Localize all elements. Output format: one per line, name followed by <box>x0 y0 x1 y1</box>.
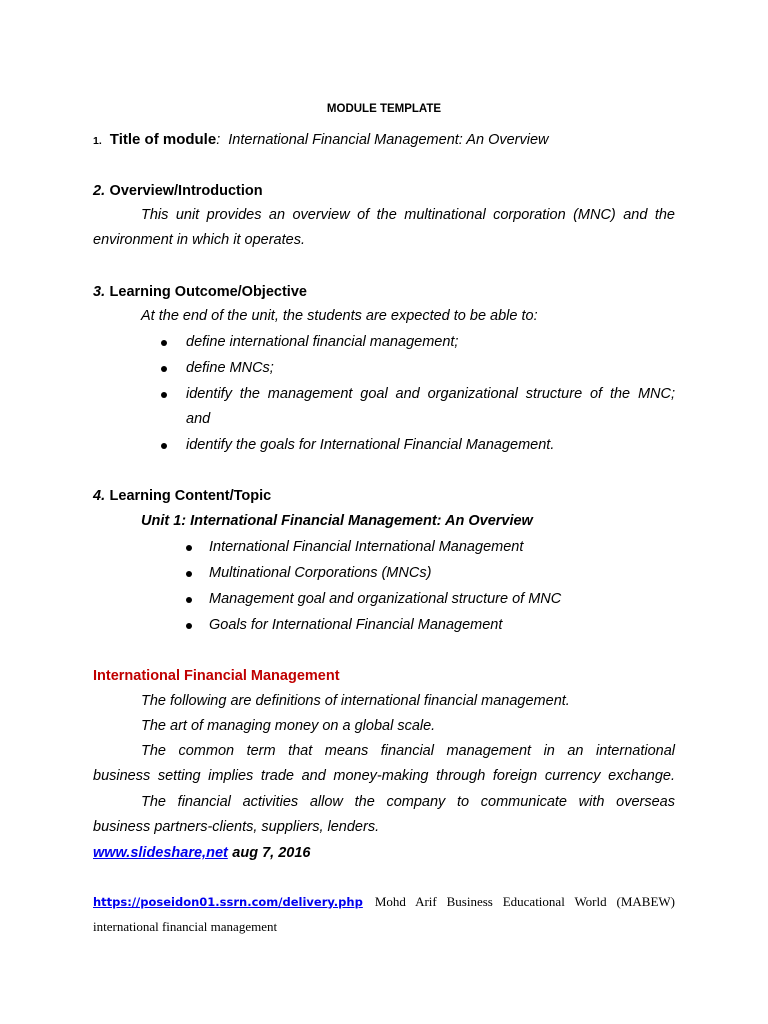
ifm-paragraph-3a: The common term that means financial management in an international <box>141 743 675 759</box>
module-title: International Financial Management: An Overview <box>228 132 549 148</box>
ifm-heading: International Financial Management <box>93 668 340 684</box>
section-3-number: 3. <box>93 284 106 300</box>
objective-item-3b: and <box>186 411 211 427</box>
section-2-heading <box>93 182 263 200</box>
section-4-title: Learning Content/Topic <box>109 488 272 504</box>
footer-link[interactable]: https://poseidon01.ssrn.com/delivery.php <box>93 895 363 909</box>
section-2-number: 2. <box>93 183 106 199</box>
ifm-paragraph-4a: The financial activities allow the company to communicate with overseas <box>141 794 675 810</box>
overview-line-1: This unit provides an overview of the multinational corporation (MNC) and the <box>141 207 675 223</box>
objective-item-2: define MNCs; <box>186 360 274 376</box>
bullet-dot <box>186 545 192 551</box>
overview-line-2: environment in which it operates. <box>93 232 305 248</box>
topic-item-2: Multinational Corporations (MNCs) <box>209 565 432 581</box>
section-1-label: Title of module <box>109 131 217 148</box>
bullet-dot <box>161 443 167 449</box>
bullet-dot <box>186 623 192 629</box>
source-link[interactable]: www.slideshare,net <box>93 845 228 861</box>
ifm-paragraph-3b: business setting implies trade and money-making through foreign currency exchange. <box>93 768 675 784</box>
objective-intro: At the end of the unit, the students are expected to be able to: <box>141 308 538 324</box>
topic-item-3: Management goal and organizational structure of MNC <box>209 591 562 607</box>
section-3-title: Learning Outcome/Objective <box>109 284 307 300</box>
bullet-dot <box>161 340 167 346</box>
section-1-colon: : <box>216 132 221 148</box>
bullet-dot <box>161 366 167 372</box>
footer-line-2: international financial management <box>93 919 278 934</box>
section-4-number: 4. <box>93 488 106 504</box>
source-line <box>93 844 310 862</box>
topic-item-1: International Financial International Management <box>209 539 524 555</box>
bullet-dot <box>186 597 192 603</box>
topic-item-4: Goals for International Financial Management <box>209 617 503 633</box>
unit-title: Unit 1: International Financial Management: An Overview <box>141 513 533 529</box>
ifm-paragraph-4b: business partners-clients, suppliers, lenders. <box>93 819 380 835</box>
ifm-paragraph-1: The following are definitions of international financial management. <box>141 693 570 709</box>
section-2-title: Overview/Introduction <box>109 183 263 199</box>
source-date: aug 7, 2016 <box>232 845 311 861</box>
section-3-heading <box>93 283 307 301</box>
bullet-dot <box>161 392 167 398</box>
section-1-number: 1. <box>93 135 102 147</box>
footer-attribution: Mohd Arif Business Educational World (MABEW) <box>374 894 675 909</box>
ifm-paragraph-2: The art of managing money on a global scale. <box>141 718 436 734</box>
objective-item-1: define international financial management; <box>186 334 459 350</box>
footer-line-1 <box>93 894 675 910</box>
section-1 <box>93 131 549 148</box>
page-title: MODULE TEMPLATE <box>326 103 442 115</box>
objective-item-4: identify the goals for International Financial Management. <box>186 437 555 453</box>
objective-item-3a: identify the management goal and organizational structure of the MNC; <box>186 386 675 402</box>
section-4-heading <box>93 487 271 505</box>
bullet-dot <box>186 571 192 577</box>
